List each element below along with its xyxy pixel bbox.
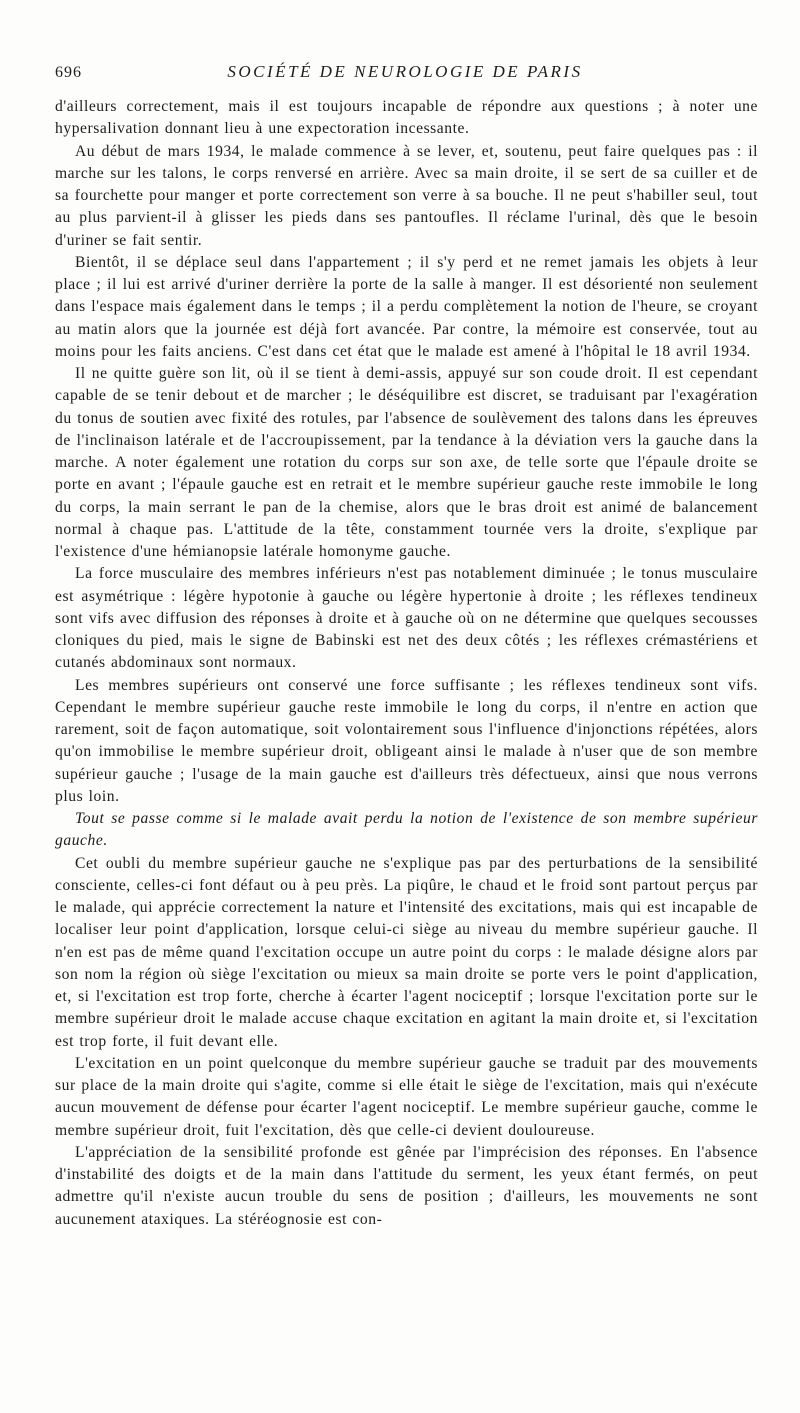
paragraph: Cet oubli du membre supérieur gauche ne s'explique pas par des perturbations de la sensibilité consciente, celles-ci font défaut ou à peu près. La piqûre, le chaud et le froid sont partout perçus par le malade, qui apprécie correctement la nature et l'intensité des excitations, mais qui est incapable de localiser leur point d'application, lorsque celui-ci siège au niveau du membre supérieur gauche. Il n'en est pas de même quand l'excitation occupe un autre point du corps : le malade désigne alors par son nom la région où siège l'excitation ou mieux sa main droite se porte vers le point d'application, et, si l'excitation est trop forte, cherche à écarter l'agent nociceptif ; lorsque l'excitation porte sur le membre supérieur droit le malade accuse chaque excitation en agitant la main droite et, si l'excitation est trop forte, il fuit devant elle.: [55, 854, 758, 1050]
paragraph: d'ailleurs correctement, mais il est toujours incapable de répondre aux questions ; à noter une hypersalivation donnant lieu à une expectoration incessante.: [55, 98, 758, 138]
paragraph: Les membres supérieurs ont conservé une force suffisante ; les réflexes tendineux sont vifs. Cependant le membre supérieur gauche reste immobile le long du corps, il n'entre en action que rarement, soit de façon automatique, soit volontairement sous l'influence d'injonctions répétées, alors qu'on immobilise le membre supérieur droit, obligeant ainsi le malade à n'user que de son membre supérieur gauche ; l'usage de la main gauche est d'ailleurs très défectueux, ainsi que nous verrons plus loin.: [55, 676, 758, 805]
body-text: [55, 96, 758, 1231]
paragraph: L'excitation en un point quelconque du membre supérieur gauche se traduit par des mouvements sur place de la main droite qui s'agite, comme si elle était le siège de l'excitation, mais qui n'exécute aucun mouvement de défense pour écarter l'agent nociceptif. Le membre supérieur gauche, comme le membre supérieur droit, fuit l'excitation, dès que celle-ci devient douloureuse.: [55, 1054, 758, 1139]
journal-title: SOCIÉTÉ DE NEUROLOGIE DE PARIS: [227, 62, 583, 81]
running-head: [55, 62, 755, 84]
paragraph: L'appréciation de la sensibilité profonde est gênée par l'imprécision des réponses. En l'absence d'instabilité des doigts et de la main dans l'attitude du serment, les yeux étant fermés, on peut admettre qu'il n'existe aucun trouble du sens de position ; d'ailleurs, les mouvements ne sont aucunement ataxiques. La stéréognosie est con-: [55, 1143, 758, 1228]
paragraph: La force musculaire des membres inférieurs n'est pas notablement diminuée ; le tonus musculaire est asymétrique : légère hypotonie à gauche ou légère hypertonie à droite ; les réflexes tendineux sont vifs avec diffusion des réponses à droite et à gauche où on ne détermine que quelques secousses cloniques du pied, mais le signe de Babinski est net des deux côtés ; les réflexes crémastériens et cutanés abdominaux sont normaux.: [55, 565, 758, 672]
paragraph: Au début de mars 1934, le malade commence à se lever, et, soutenu, peut faire quelques pas : il marche sur les talons, le corps renversé en arrière. Avec sa main droite, il se sert de sa cuiller et de sa fourchette pour manger et porte correctement son verre à sa bouche. Il ne peut s'habiller seul, tout au plus parvient-il à glisser les pieds dans ses pantoufles. Il réclame l'urinal, dès que le besoin d'uriner se fait sentir.: [55, 142, 758, 249]
italic-paragraph: Tout se passe comme si le malade avait perdu la notion de l'existence de son membre supérieur gauche.: [55, 810, 758, 850]
paragraph: Bientôt, il se déplace seul dans l'appartement ; il s'y perd et ne remet jamais les objets à leur place ; il lui est arrivé d'uriner derrière la porte de la salle à manger. Il est désorienté non seulement dans l'espace mais également dans le temps ; il a perdu complètement la notion de l'heure, se croyant au matin alors que la journée est déjà fort avancée. Par contre, la mémoire est conservée, tout au moins pour les faits anciens. C'est dans cet état que le malade est amené à l'hôpital le 18 avril 1934.: [55, 253, 758, 360]
paragraph: Il ne quitte guère son lit, où il se tient à demi-assis, appuyé sur son coude droit. Il est cependant capable de se tenir debout et de marcher ; le déséquilibre est discret, se traduisant par l'exagération du tonus de soutien avec fixité des rotules, par l'absence de soulèvement des talons dans les épreuves de l'inclinaison latérale et de l'accroupissement, par la tendance à la déviation vers la gauche dans la marche. A noter également une rotation du corps sur son axe, de telle sorte que l'épaule droite se porte en avant ; l'épaule gauche est en retrait et le membre supérieur gauche reste immobile le long du corps, la main serrant le pan de la chemise, alors que le bras droit est animé de balancement normal à chaque pas. L'attitude de la tête, constamment tournée vers la droite, s'explique par l'existence d'une hémianopsie latérale homonyme gauche.: [55, 365, 758, 560]
page-number: 696: [55, 64, 82, 81]
